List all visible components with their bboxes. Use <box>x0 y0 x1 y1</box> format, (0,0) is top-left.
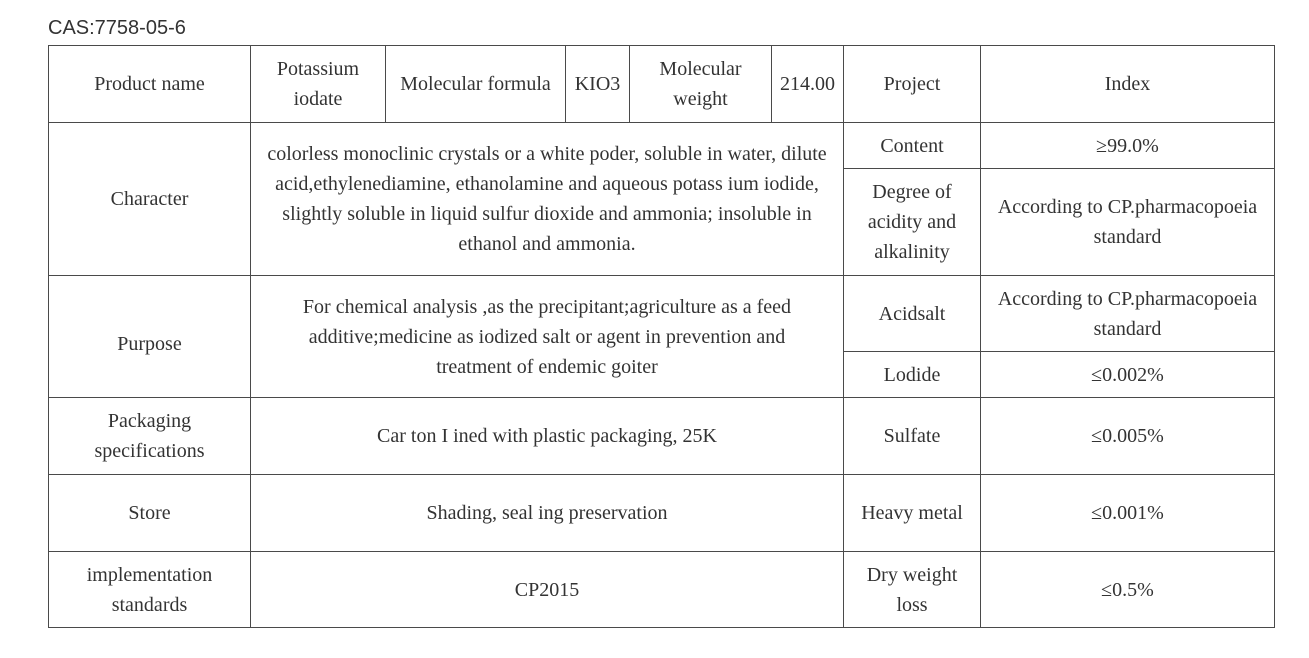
table-row <box>49 398 1275 475</box>
character-text: colorless monoclinic crystals or a white poder, soluble in water, dilute acid,ethylenediamine, ethanolamine and aqueous potass ium iodide, slightly soluble in liquid sulfur dioxide and ammonia; insoluble in ethanol and ammonia. <box>251 123 844 276</box>
spec-project: Dry weight loss <box>844 552 981 628</box>
molecular-formula-value: KIO3 <box>566 46 630 123</box>
spec-index: ≤0.005% <box>981 398 1275 475</box>
molecular-weight-label: Molecular weight <box>630 46 772 123</box>
spec-index: ≤0.001% <box>981 475 1275 552</box>
spec-index: According to CP.pharmacopoeia standard <box>981 169 1275 276</box>
spec-index: ≤0.5% <box>981 552 1275 628</box>
spec-project: Acidsalt <box>844 276 981 352</box>
table-row <box>49 276 1275 352</box>
spec-project: Degree of acidity and alkalinity <box>844 169 981 276</box>
standards-text: CP2015 <box>251 552 844 628</box>
spec-index: According to CP.pharmacopoeia standard <box>981 276 1275 352</box>
index-header: Index <box>981 46 1275 123</box>
character-label: Character <box>49 123 251 276</box>
product-name-value: Potassium iodate <box>251 46 386 123</box>
store-label: Store <box>49 475 251 552</box>
table-row <box>49 552 1275 628</box>
product-name-label: Product name <box>49 46 251 123</box>
spec-index: ≤0.002% <box>981 352 1275 398</box>
store-text: Shading, seal ing preservation <box>251 475 844 552</box>
project-header: Project <box>844 46 981 123</box>
molecular-weight-value: 214.00 <box>772 46 844 123</box>
packaging-text: Car ton I ined with plastic packaging, 25K <box>251 398 844 475</box>
cas-number: CAS:7758-05-6 <box>48 17 186 39</box>
spec-project: Sulfate <box>844 398 981 475</box>
packaging-label: Packaging specifications <box>49 398 251 475</box>
spec-project: Lodide <box>844 352 981 398</box>
header-row <box>49 46 1275 123</box>
purpose-text: For chemical analysis ,as the precipitant;agriculture as a feed additive;medicine as iodized salt or agent in prevention and treatment of endemic goiter <box>251 276 844 398</box>
spec-project: Heavy metal <box>844 475 981 552</box>
table-row <box>49 475 1275 552</box>
spec-index: ≥99.0% <box>981 123 1275 169</box>
purpose-label: Purpose <box>49 276 251 398</box>
product-spec-table <box>48 45 1275 628</box>
table-row <box>49 123 1275 169</box>
spec-project: Content <box>844 123 981 169</box>
standards-label: implementation standards <box>49 552 251 628</box>
molecular-formula-label: Molecular formula <box>386 46 566 123</box>
